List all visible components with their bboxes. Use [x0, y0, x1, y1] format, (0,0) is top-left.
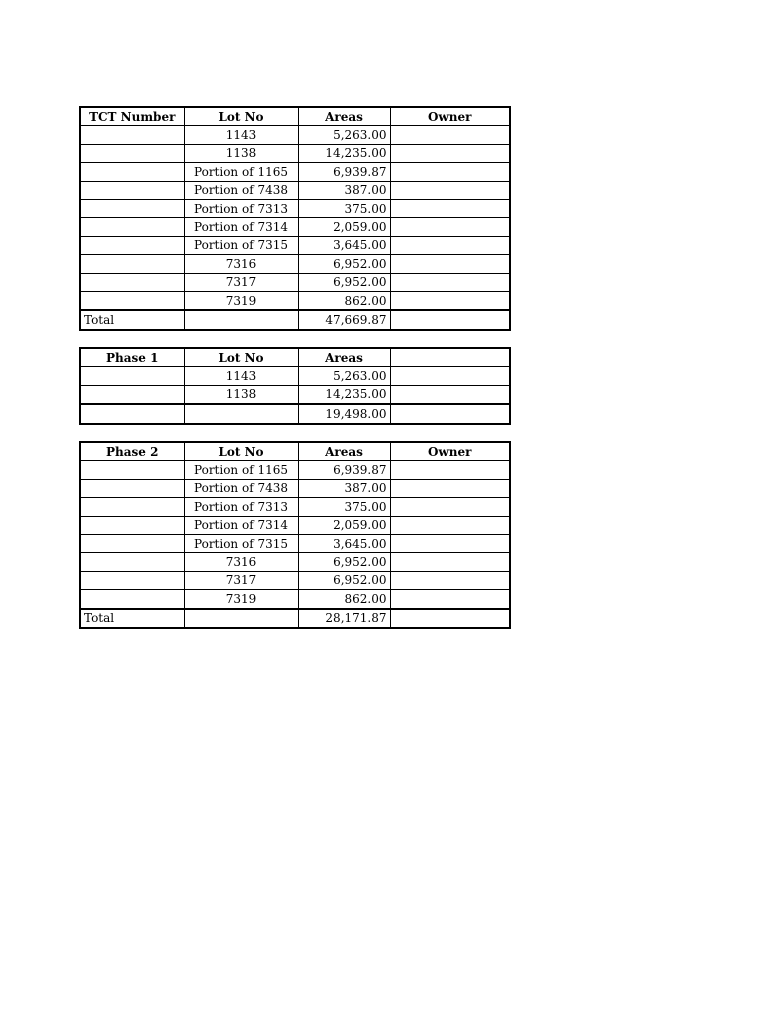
phase-cell: [80, 461, 184, 479]
area-cell: 14,235.00: [298, 144, 390, 162]
table-row: [80, 199, 510, 217]
phase-cell: [80, 479, 184, 497]
header-empty: [390, 348, 510, 367]
area-cell: 3,645.00: [298, 236, 390, 254]
table-row: [80, 590, 510, 609]
area-cell: 6,952.00: [298, 571, 390, 589]
lot-no-cell: 1138: [184, 144, 298, 162]
table-row: [80, 255, 510, 273]
lot-no-cell: Portion of 7315: [184, 534, 298, 552]
phase1-lot-table: [79, 347, 511, 425]
table-row: [80, 516, 510, 534]
lot-no-cell: Portion of 7438: [184, 181, 298, 199]
header-owner: Owner: [390, 107, 510, 126]
area-cell: 862.00: [298, 291, 390, 310]
table-header-row: [80, 348, 510, 367]
total-area-value: 47,669.87: [298, 310, 390, 329]
table-row: [80, 534, 510, 552]
lot-no-cell: [184, 609, 298, 628]
area-cell: 387.00: [298, 181, 390, 199]
owner-cell: [390, 181, 510, 199]
owner-cell: [390, 199, 510, 217]
lot-no-cell: Portion of 1165: [184, 461, 298, 479]
lot-no-cell: 7319: [184, 590, 298, 609]
tct-cell: [80, 273, 184, 291]
lot-no-cell: Portion of 7313: [184, 498, 298, 516]
area-cell: 387.00: [298, 479, 390, 497]
phase-cell: [80, 385, 184, 404]
table-row: [80, 553, 510, 571]
table-row: [80, 479, 510, 497]
table-row: [80, 385, 510, 404]
phase-cell: [80, 571, 184, 589]
header-owner: Owner: [390, 442, 510, 461]
area-cell: 862.00: [298, 590, 390, 609]
owner-cell: [390, 367, 510, 385]
tct-cell: [80, 181, 184, 199]
owner-cell: [390, 553, 510, 571]
owner-cell: [390, 273, 510, 291]
lot-no-cell: 7316: [184, 553, 298, 571]
owner-cell: [390, 291, 510, 310]
owner-cell: [390, 498, 510, 516]
area-cell: 3,645.00: [298, 534, 390, 552]
area-cell: 2,059.00: [298, 218, 390, 236]
header-lot-no: Lot No: [184, 348, 298, 367]
area-cell: 5,263.00: [298, 126, 390, 144]
phase-cell: [80, 590, 184, 609]
lot-no-cell: Portion of 7315: [184, 236, 298, 254]
owner-cell: [390, 404, 510, 423]
owner-cell: [390, 571, 510, 589]
lot-no-cell: 7319: [184, 291, 298, 310]
lot-no-cell: [184, 310, 298, 329]
lot-no-cell: Portion of 7313: [184, 199, 298, 217]
area-cell: 6,939.87: [298, 163, 390, 181]
lot-no-cell: Portion of 7314: [184, 218, 298, 236]
header-tct-number: TCT Number: [80, 107, 184, 126]
header-phase-1: Phase 1: [80, 348, 184, 367]
owner-cell: [390, 461, 510, 479]
owner-cell: [390, 385, 510, 404]
total-row: [80, 609, 510, 628]
header-phase-2: Phase 2: [80, 442, 184, 461]
owner-cell: [390, 126, 510, 144]
tct-lot-table: [79, 106, 511, 331]
lot-no-cell: 1143: [184, 126, 298, 144]
phase-cell: [80, 534, 184, 552]
owner-cell: [390, 479, 510, 497]
area-cell: 6,952.00: [298, 273, 390, 291]
table-row: [80, 126, 510, 144]
header-areas: Areas: [298, 348, 390, 367]
owner-cell: [390, 534, 510, 552]
tct-cell: [80, 236, 184, 254]
total-row: [80, 310, 510, 329]
table-row: [80, 291, 510, 310]
owner-cell: [390, 310, 510, 329]
tct-cell: [80, 163, 184, 181]
total-label: Total: [80, 609, 184, 628]
owner-cell: [390, 144, 510, 162]
owner-cell: [390, 218, 510, 236]
phase-cell: [80, 553, 184, 571]
phase-cell: [80, 367, 184, 385]
tct-cell: [80, 255, 184, 273]
owner-cell: [390, 609, 510, 628]
tct-cell: [80, 291, 184, 310]
area-cell: 375.00: [298, 199, 390, 217]
area-cell: 6,952.00: [298, 255, 390, 273]
table-row: [80, 144, 510, 162]
area-cell: 2,059.00: [298, 516, 390, 534]
owner-cell: [390, 236, 510, 254]
table-row: [80, 218, 510, 236]
total-area-value: 19,498.00: [298, 404, 390, 423]
table-row: [80, 236, 510, 254]
area-cell: 5,263.00: [298, 367, 390, 385]
owner-cell: [390, 255, 510, 273]
table-header-row: [80, 442, 510, 461]
tct-cell: [80, 144, 184, 162]
header-areas: Areas: [298, 107, 390, 126]
tct-cell: [80, 126, 184, 144]
table-row: [80, 367, 510, 385]
total-area-value: 28,171.87: [298, 609, 390, 628]
total-label: [80, 404, 184, 423]
lot-no-cell: 7316: [184, 255, 298, 273]
table-row: [80, 498, 510, 516]
owner-cell: [390, 163, 510, 181]
table-row: [80, 181, 510, 199]
phase-cell: [80, 516, 184, 534]
lot-no-cell: Portion of 7314: [184, 516, 298, 534]
tct-cell: [80, 218, 184, 236]
total-row: [80, 404, 510, 423]
lot-no-cell: 7317: [184, 273, 298, 291]
phase-cell: [80, 498, 184, 516]
header-lot-no: Lot No: [184, 107, 298, 126]
lot-no-cell: 1138: [184, 385, 298, 404]
table-header-row: [80, 107, 510, 126]
phase2-lot-table: [79, 441, 511, 629]
total-label: Total: [80, 310, 184, 329]
owner-cell: [390, 590, 510, 609]
area-cell: 14,235.00: [298, 385, 390, 404]
lot-no-cell: [184, 404, 298, 423]
lot-no-cell: Portion of 1165: [184, 163, 298, 181]
header-areas: Areas: [298, 442, 390, 461]
table-row: [80, 571, 510, 589]
lot-no-cell: 1143: [184, 367, 298, 385]
area-cell: 375.00: [298, 498, 390, 516]
tct-cell: [80, 199, 184, 217]
table-row: [80, 273, 510, 291]
owner-cell: [390, 516, 510, 534]
table-row: [80, 461, 510, 479]
area-cell: 6,939.87: [298, 461, 390, 479]
header-lot-no: Lot No: [184, 442, 298, 461]
lot-no-cell: 7317: [184, 571, 298, 589]
area-cell: 6,952.00: [298, 553, 390, 571]
table-row: [80, 163, 510, 181]
lot-no-cell: Portion of 7438: [184, 479, 298, 497]
